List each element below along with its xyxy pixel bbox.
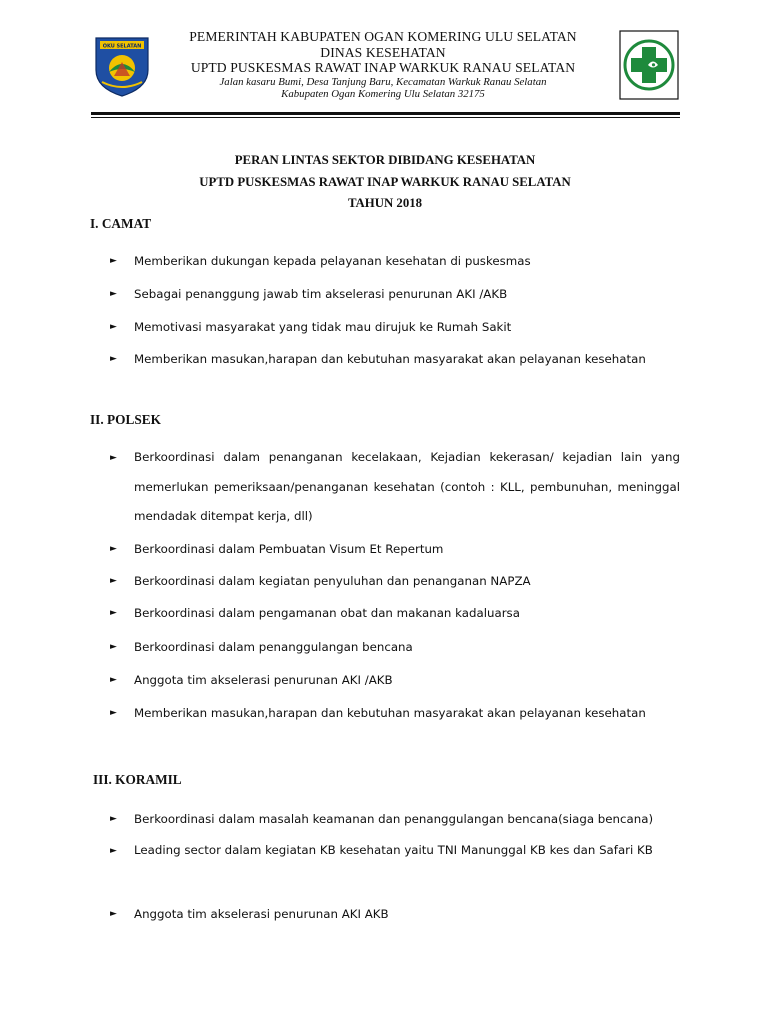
letterhead-address-line1: Jalan kasaru Bumi, Desa Tanjung Baru, Kecamatan Warkuk Ranau Selatan xyxy=(219,75,547,88)
bullet-arrow-icon: ► xyxy=(110,544,117,554)
letterhead-text xyxy=(146,29,620,101)
health-cross-logo-icon xyxy=(619,30,679,100)
bullet-arrow-icon: ► xyxy=(110,322,117,332)
emblem-label: OKU SELATAN xyxy=(102,43,142,50)
title-line-1: PERAN LINTAS SEKTOR DIBIDANG KESEHATAN xyxy=(234,153,536,167)
section-heading-camat: I. CAMAT xyxy=(90,216,152,231)
bullet-arrow-icon: ► xyxy=(110,256,117,266)
letterhead-rule-thick xyxy=(91,112,680,115)
bullet-arrow-icon: ► xyxy=(110,289,117,299)
bullet-arrow-icon: ► xyxy=(110,846,117,856)
document-title xyxy=(88,150,682,215)
bullet-arrow-icon: ► xyxy=(110,909,117,919)
letterhead-government: PEMERINTAH KABUPATEN OGAN KOMERING ULU SELATAN xyxy=(189,29,577,44)
letterhead-department: DINAS KESEHATAN xyxy=(320,44,446,60)
list-item: ► Leading sector dalam kegiatan KB kesehatan yaitu TNI Manunggal KB kes dan Safari KB xyxy=(110,843,653,857)
bullet-arrow-icon: ► xyxy=(110,608,117,618)
letterhead xyxy=(88,26,682,104)
bullet-arrow-icon: ► xyxy=(110,708,117,718)
bullet-arrow-icon: ► xyxy=(110,576,117,586)
section-heading-koramil: III. KORAMIL xyxy=(93,772,182,787)
title-line-2: UPTD PUSKESMAS RAWAT INAP WARKUK RANAU SELATAN xyxy=(199,174,571,189)
bullet-arrow-icon: ► xyxy=(110,642,117,652)
bullet-arrow-icon: ► xyxy=(110,814,117,824)
letterhead-institution: UPTD PUSKESMAS RAWAT INAP WARKUK RANAU SELATAN xyxy=(190,60,576,76)
letterhead-address-line2: Kabupaten Ogan Komering Ulu Selatan 32175 xyxy=(281,88,485,101)
list-item: ► Berkoordinasi dalam penanganan kecelakaan, Kejadian kekerasan/ kejadian lain yang memerlukan pemeriksaan/penanganan kesehatan (contoh : KLL, pembunuhan, meninggal mendadak ditempat kerja, dll) xyxy=(110,450,680,523)
section-heading-polsek: II. POLSEK xyxy=(90,412,161,427)
bullet-arrow-icon: ► xyxy=(110,354,117,364)
title-line-3: TAHUN 2018 xyxy=(347,196,423,210)
bullet-arrow-icon: ► xyxy=(110,453,117,463)
bullet-arrow-icon: ► xyxy=(110,675,117,685)
letterhead-rule-thin xyxy=(91,117,680,118)
regency-emblem-icon xyxy=(92,32,152,98)
